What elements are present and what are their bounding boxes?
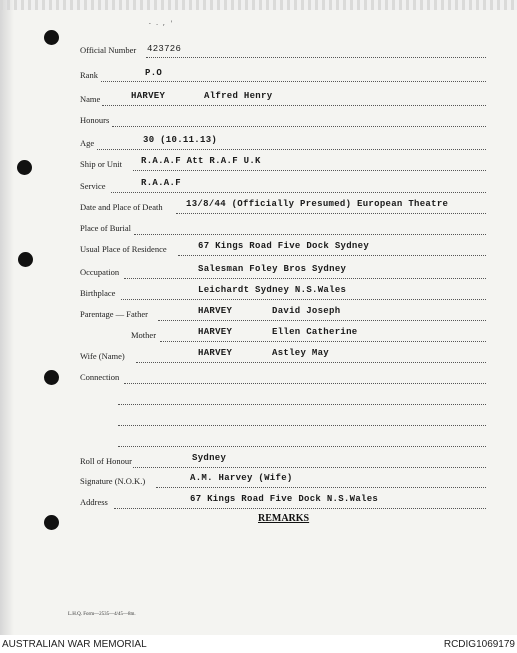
dotted-line xyxy=(176,212,486,214)
value-official-number: 423726 xyxy=(147,44,182,54)
dotted-line xyxy=(158,319,486,321)
value-father-given: David Joseph xyxy=(272,306,341,316)
label-roll-of-honour: Roll of Honour xyxy=(80,456,132,466)
dotted-line xyxy=(102,104,486,106)
dotted-line xyxy=(118,445,486,447)
dotted-line xyxy=(178,254,486,256)
label-birthplace: Birthplace xyxy=(80,288,116,298)
dotted-line xyxy=(124,277,486,279)
dotted-line xyxy=(111,191,486,193)
label-rank: Rank xyxy=(80,70,98,80)
value-ship-or-unit: R.A.A.F Att R.A.F U.K xyxy=(141,156,261,166)
dotted-line xyxy=(160,340,486,342)
value-address: 67 Kings Road Five Dock N.S.Wales xyxy=(190,494,379,504)
value-given-names: Alfred Henry xyxy=(204,91,273,101)
value-age: 30 (10.11.13) xyxy=(143,135,218,145)
dotted-line xyxy=(136,361,486,363)
dotted-line xyxy=(112,125,486,127)
value-date-place-death: 13/8/44 (Officially Presumed) European Theatre xyxy=(186,199,449,209)
dotted-line xyxy=(124,382,486,384)
label-signature: Signature (N.O.K.) xyxy=(80,476,146,486)
label-mother: Mother xyxy=(131,330,157,340)
label-age: Age xyxy=(80,138,95,148)
scan-edge-strip xyxy=(0,0,517,10)
value-service: R.A.A.F xyxy=(141,178,181,188)
punch-hole-icon xyxy=(18,252,33,267)
value-occupation: Salesman Foley Bros Sydney xyxy=(198,264,347,274)
dotted-line xyxy=(101,80,486,82)
footer-institution: AUSTRALIAN WAR MEMORIAL xyxy=(2,639,147,650)
remarks-heading: REMARKS xyxy=(258,513,310,524)
label-place-burial: Place of Burial xyxy=(80,223,131,233)
label-connection: Connection xyxy=(80,372,120,382)
value-usual-residence: 67 Kings Road Five Dock Sydney xyxy=(198,241,370,251)
dotted-line xyxy=(134,233,486,235)
label-honours: Honours xyxy=(80,115,110,125)
dotted-line xyxy=(118,424,486,426)
value-signature: A.M. Harvey (Wife) xyxy=(190,473,293,483)
value-father-surname: HARVEY xyxy=(198,306,233,316)
label-date-place-death: Date and Place of Death xyxy=(80,202,163,212)
dotted-line xyxy=(121,298,486,300)
value-birthplace: Leichardt Sydney N.S.Wales xyxy=(198,285,347,295)
print-reference: L.H.Q. Form—2535—4/45—8m. xyxy=(68,612,136,617)
value-mother-given: Ellen Catherine xyxy=(272,327,358,337)
dotted-line xyxy=(133,466,486,468)
dotted-line xyxy=(156,486,486,488)
archive-footer xyxy=(0,635,517,653)
scan-marks: - . , ' xyxy=(148,20,174,27)
dotted-line xyxy=(146,56,486,58)
value-roll-of-honour: Sydney xyxy=(192,453,227,463)
scan-left-shadow xyxy=(0,0,14,635)
dotted-line xyxy=(97,148,486,150)
punch-hole-icon xyxy=(44,515,59,530)
footer-record-id: RCDIG1069179 xyxy=(443,639,515,650)
label-official-number: Official Number xyxy=(80,45,137,55)
punch-hole-icon xyxy=(44,30,59,45)
value-rank: P.O xyxy=(145,68,163,78)
dotted-line xyxy=(133,169,486,171)
label-service: Service xyxy=(80,181,106,191)
label-address: Address xyxy=(80,497,108,507)
punch-hole-icon xyxy=(17,160,32,175)
label-ship-or-unit: Ship or Unit xyxy=(80,159,123,169)
label-usual-residence: Usual Place of Residence xyxy=(80,244,167,254)
value-surname: HARVEY xyxy=(131,91,166,101)
dotted-line xyxy=(118,403,486,405)
label-name: Name xyxy=(80,94,101,104)
value-wife-given: Astley May xyxy=(272,348,330,358)
punch-hole-icon xyxy=(44,370,59,385)
value-wife-surname: HARVEY xyxy=(198,348,233,358)
label-occupation: Occupation xyxy=(80,267,120,277)
value-mother-surname: HARVEY xyxy=(198,327,233,337)
label-father: Parentage — Father xyxy=(80,309,148,319)
dotted-line xyxy=(114,507,486,509)
label-wife: Wife (Name) xyxy=(80,351,125,361)
